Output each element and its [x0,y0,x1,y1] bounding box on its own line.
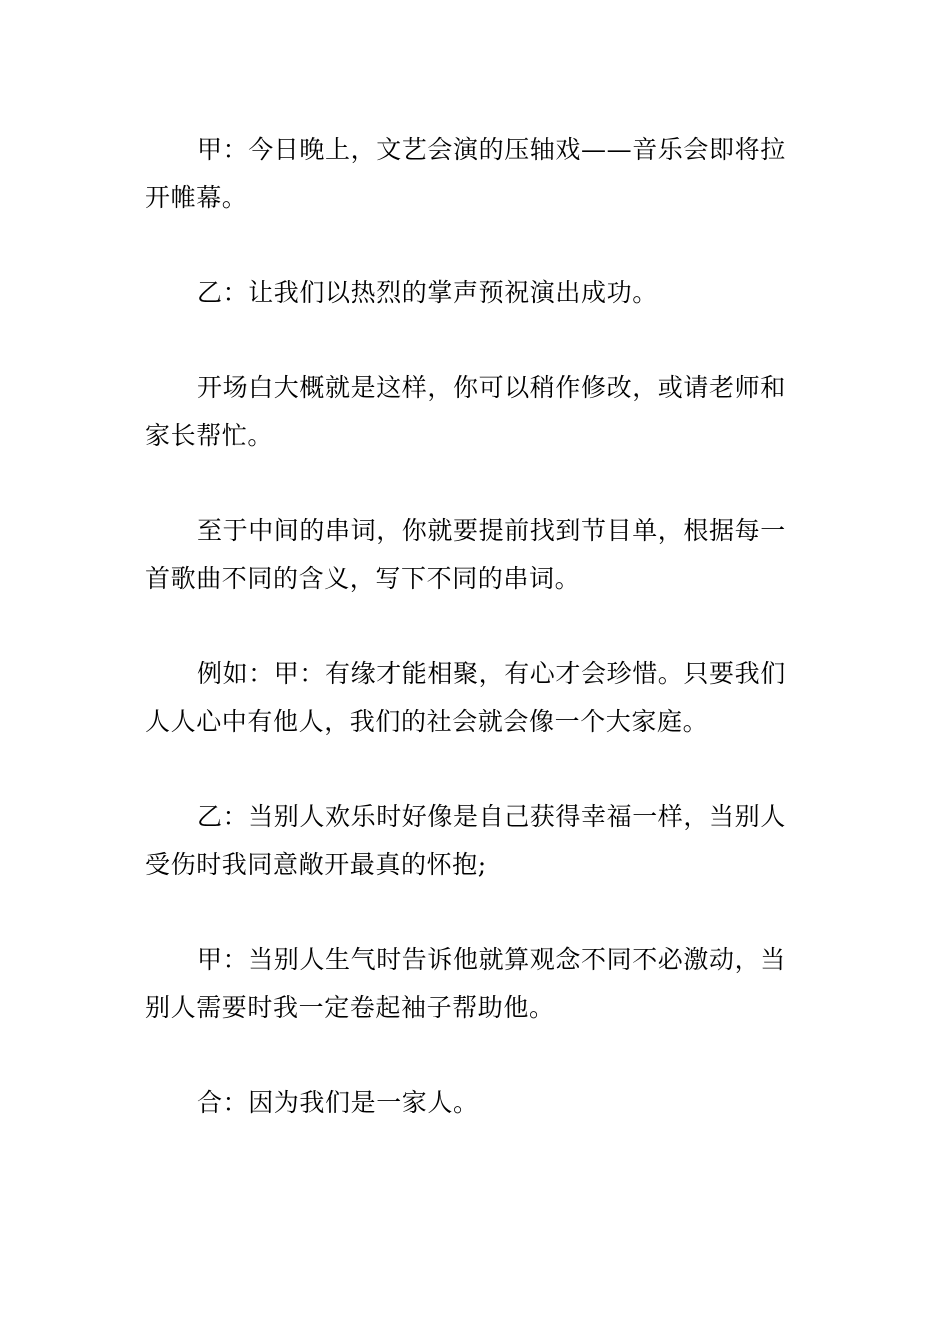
paragraph: 甲：当别人生气时告诉他就算观念不同不必激动，当别人需要时我一定卷起袖子帮助他。 [145,945,786,1022]
paragraph: 合：因为我们是一家人。 [197,1088,479,1117]
paragraph: 开场白大概就是这样，你可以稍作修改，或请老师和家长帮忙。 [145,373,786,450]
paragraph: 例如：甲：有缘才能相聚，有心才会珍惜。只要我们人人心中有他人，我们的社会就会像一个大家庭。 [145,659,786,736]
paragraph: 至于中间的串词，你就要提前找到节目单，根据每一首歌曲不同的含义，写下不同的串词。 [145,516,786,593]
paragraph: 甲：今日晚上，文艺会演的压轴戏——音乐会即将拉开帷幕。 [145,135,786,212]
paragraph: 乙：让我们以热烈的掌声预祝演出成功。 [197,278,658,307]
document-body [145,126,807,1174]
paragraph: 乙：当别人欢乐时好像是自己获得幸福一样，当别人受伤时我同意敞开最真的怀抱; [145,802,786,879]
